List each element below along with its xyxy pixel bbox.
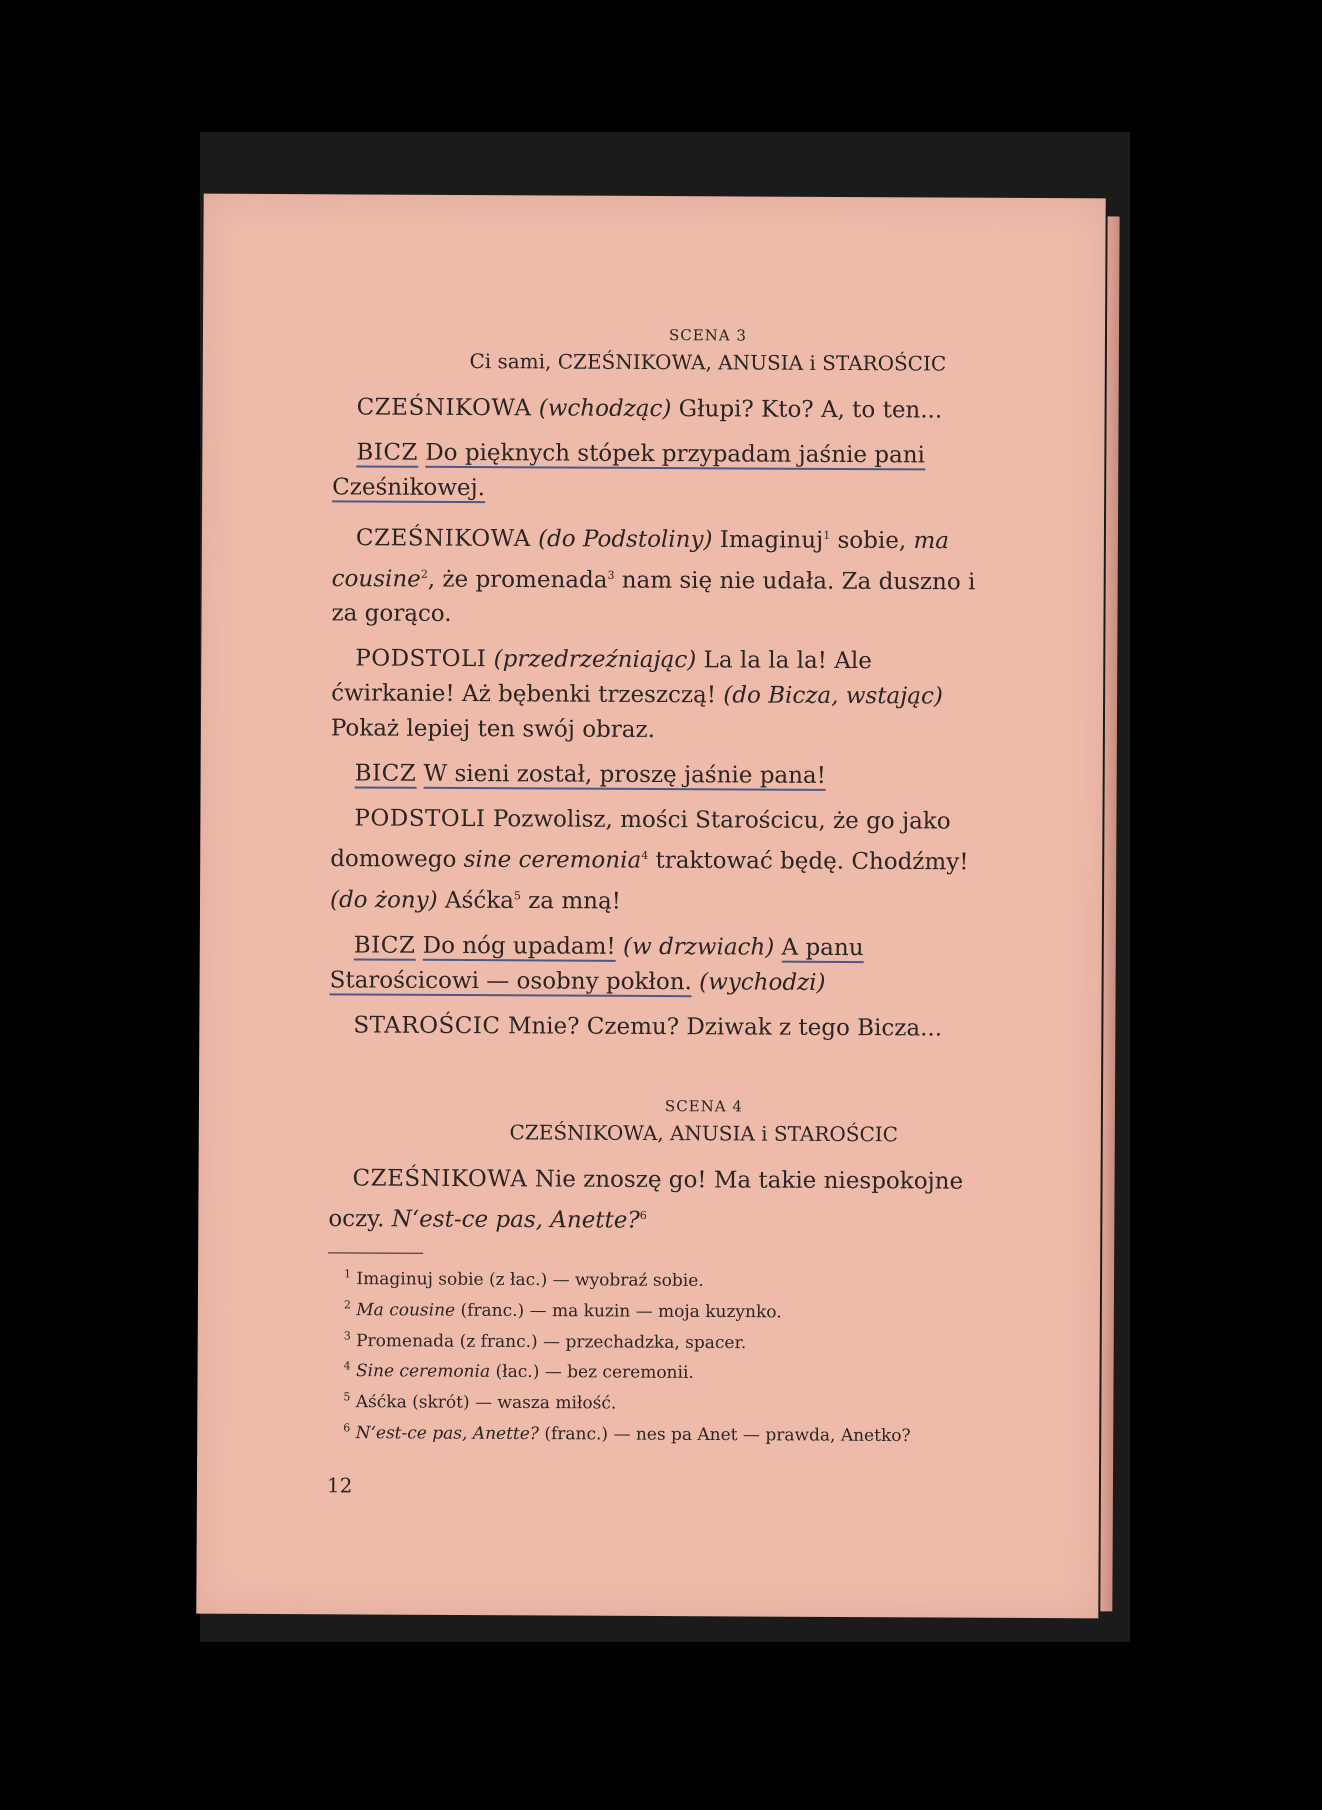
line-pod-1: [331, 642, 1002, 751]
footnote-ref: 5: [513, 889, 521, 903]
footnote-number: 2: [343, 1298, 351, 1312]
footnote-ref: 4: [641, 849, 649, 863]
dialogue: traktować będę. Chodźmy!: [655, 847, 969, 876]
dialogue: Aśćka: [444, 887, 514, 914]
stage-direction: (przedrzeźniając): [493, 646, 697, 674]
stage-direction: (wychodzi): [699, 968, 826, 996]
speaker: BICZ: [354, 760, 417, 788]
speaker: BICZ: [353, 932, 416, 959]
footnote-ref: 2: [420, 567, 428, 581]
dialogue: nam się nie udała. Za duszno i za gorąco.: [331, 567, 976, 628]
line-bicz-1: [332, 435, 1002, 509]
footnotes: [327, 1262, 998, 1449]
book-page: [196, 194, 1105, 1619]
footnote-text: Promenada (z franc.) — przechadzka, spacer.: [356, 1330, 747, 1353]
line-pod-2: [330, 802, 1001, 922]
scene-3-title: SCENA 3: [668, 326, 748, 345]
line-bicz-2: [331, 757, 1001, 796]
line-cze-3: [328, 1161, 998, 1240]
footnote-term: Sine ceremonia: [355, 1361, 491, 1383]
foreign-phrase: N‘est-ce pas, Anette?: [391, 1205, 640, 1234]
footnote-text: Imaginuj sobie (z łac.) — wyobraź sobie.: [356, 1269, 704, 1292]
footnote-number: 5: [343, 1390, 351, 1404]
footnote-number: 3: [343, 1328, 351, 1343]
line-star-1: [329, 1008, 999, 1047]
footnote: [327, 1354, 997, 1388]
dialogue: Do nóg upadam!: [422, 932, 616, 960]
footnote-text: (łac.) — bez ceremonii.: [495, 1362, 694, 1384]
dialogue: Pokaż lepiej ten swój obraz.: [330, 715, 656, 744]
footnote-ref: 1: [823, 528, 831, 542]
footnote-divider: [328, 1253, 423, 1254]
footnote: [327, 1415, 997, 1449]
speaker: PODSTOLI: [354, 805, 486, 833]
dialogue: , że promenada: [427, 566, 608, 594]
footnote: [327, 1384, 997, 1418]
footnote: [328, 1292, 998, 1326]
dialogue: Mnie? Czemu? Dziwak z tego Bicza...: [507, 1012, 943, 1042]
line-cze-1: [333, 390, 1003, 429]
scene-4-title: SCENA 4: [664, 1096, 743, 1116]
scene-4-text: [328, 1161, 998, 1240]
footnote-term: Ma cousine: [356, 1300, 456, 1321]
dialogue: Imaginuj: [719, 527, 824, 554]
dialogue: Głupi? Kto? A, to ten...: [678, 396, 943, 424]
footnote-number: 1: [344, 1267, 352, 1281]
stage-direction: (do Podstoliny): [538, 526, 713, 553]
stage-direction: (do Bicza, wstając): [723, 682, 943, 710]
speaker: STAROŚCIC: [353, 1012, 501, 1039]
dialogue: La la la la! Ale ćwirkanie! Aż bębenki trzeszczą!: [331, 647, 872, 709]
dialogue: Nie znoszę go! Ma takie niespokojne oczy.: [328, 1166, 964, 1232]
stage-direction: (w drzwiach): [622, 933, 775, 961]
speaker: PODSTOLI: [355, 645, 487, 673]
scene-4-cast: CZEŚNIKOWA, ANUSIA i STAROŚCIC: [509, 1119, 899, 1146]
dialogue: Do pięknych stópek przypadam jaśnie pani Cześnikowej.: [332, 439, 926, 502]
footnote-text: (franc.) — nes pa Anet — prawda, Anetko?: [544, 1423, 911, 1446]
page-content: [327, 324, 1213, 1502]
stage-direction: (do żony): [329, 886, 438, 914]
footnote-term: N‘est-ce pas, Anette?: [355, 1422, 540, 1444]
speaker: CZEŚNIKOWA: [355, 525, 531, 553]
scene-3-text: [329, 390, 1002, 1046]
speaker: CZEŚNIKOWA: [352, 1165, 528, 1192]
footnote-ref: 3: [607, 568, 615, 582]
foreign-phrase: ma cousine: [331, 528, 950, 593]
dialogue: A panu Starościcowi — osobny pokłon.: [329, 934, 864, 995]
dialogue: za mną!: [528, 887, 621, 915]
speaker: BICZ: [356, 439, 419, 466]
footnote-text: Aśćka (skrót) — wasza miłość.: [355, 1392, 617, 1414]
dialogue: Pozwolisz, mości Starościcu, że go jako domowego: [330, 806, 951, 873]
foreign-phrase: sine ceremonia: [463, 846, 642, 874]
line-bicz-3: [330, 928, 1000, 1002]
page-number: 12: [326, 1473, 353, 1498]
footnote: [328, 1262, 998, 1296]
footnote-number: 4: [343, 1359, 351, 1373]
stage-direction: (wchodząc): [538, 395, 672, 423]
footnote-number: 6: [343, 1420, 351, 1434]
footnote: [328, 1323, 998, 1357]
scene-3-cast: Ci sami, CZEŚNIKOWA, ANUSIA i STAROŚCIC: [469, 349, 947, 376]
dialogue: sobie,: [837, 527, 907, 554]
line-cze-2: [331, 515, 1002, 635]
footnote-ref: 6: [639, 1208, 647, 1222]
speaker: CZEŚNIKOWA: [356, 394, 532, 422]
footnote-text: (franc.) — ma kuzin — moja kuzynko.: [460, 1300, 782, 1323]
dialogue: W sieni został, proszę jaśnie pana!: [423, 761, 826, 790]
